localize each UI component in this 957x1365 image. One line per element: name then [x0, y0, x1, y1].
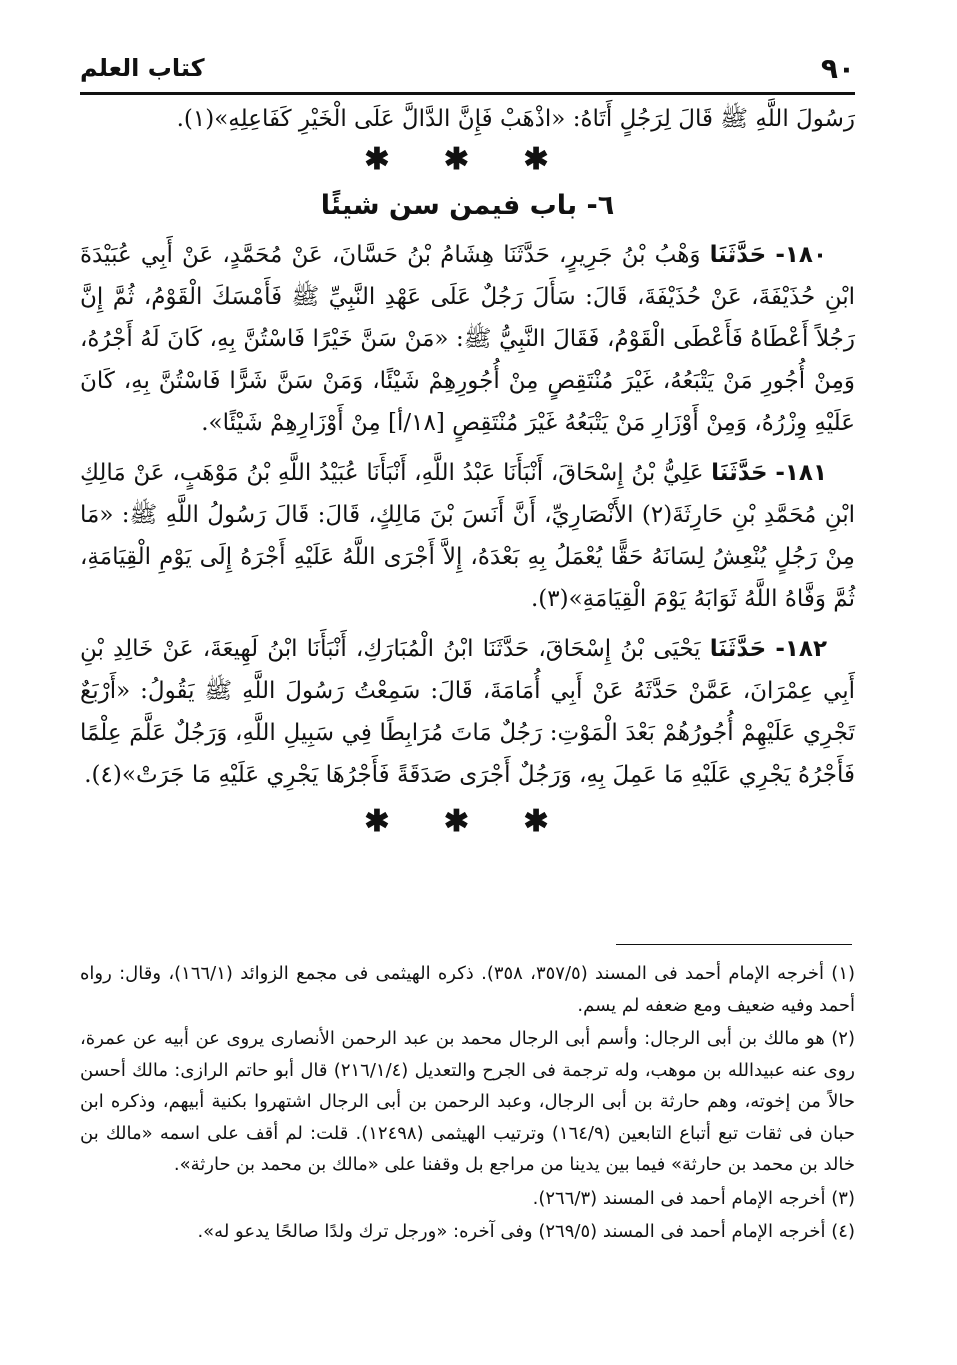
- separator-stars-bottom: ✱ ✱ ✱: [364, 804, 571, 839]
- hadith-lead: حَدَّثَنَا: [709, 242, 767, 268]
- hadith-180: [80, 234, 855, 444]
- book-title: كتاب العلم: [80, 54, 205, 82]
- footnote-2: (٢) هو مالك بن أبى الرجال: وأسم أبى الرجال محمد بن عبد الرحمن الأنصارى يروى عن أبيه عن عمرة، روى عنه عبيدالله بن موهب، وله ترجمة فى الجرح والتعديل (٢١٦/١/٤) قال أبو حاتم الرازى: مالك أحسن حالاً من إخوته، وهم حارثة بن أبى الرجال، وعبد الرحمن بن أبى الرجال اشتهروا بكنية أبيهم، وذكره ابن حبان فى ثقات تبع أتباع التابعين (١٦٤/٩) وترتيب الهيثمى (١٢٤٩٨). قلت: لم أقف على اسمه «مالك بن خالد بن محمد بن حارثة» فيما بين يدينا من مراجع بل وقفنا على «مالك بن محمد بن حارثة».: [80, 1028, 855, 1175]
- hadith-number: ١٨١-: [775, 460, 827, 486]
- intro-paragraph: رَسُولَ اللَّهِ ﷺ قَالَ لِرَجُلٍ أَتَاهُ: «اذْهَبْ فَإِنَّ الدَّالَّ عَلَى الْخَيْرِ كَفَاعِلِهِ»(١).: [176, 106, 855, 132]
- footnote-3: (٣) أخرجه الإمام أحمد فى المسند (٢٦٦/٣).: [532, 1187, 855, 1209]
- running-header: [80, 52, 855, 88]
- footnote-1: (١) أخرجه الإمام أحمد فى المسند (٣٥٧/٥، ٣٥٨). ذكره الهيثمى فى مجمع الزوائد (١٦٦/١)، وقال: رواه أحمد وفيه ضعيف ومع ضعفه لم يسم.: [80, 963, 856, 1016]
- hadith-181: [80, 452, 855, 620]
- hadith-182: [80, 628, 855, 796]
- hadith-lead: حَدَّثَنَا: [711, 460, 768, 486]
- main-text: [80, 98, 855, 846]
- header-rule: [80, 92, 855, 95]
- page-number: ٩٠: [820, 52, 855, 85]
- footnote-4: (٤) أخرجه الإمام أحمد فى المسند (٢٦٩/٥) وفى آخره: «ورجل ترك ولدًا صالحًا يدعو له».: [197, 1221, 855, 1242]
- hadith-lead: حَدَّثَنَا: [709, 636, 767, 662]
- footnote-rule: [616, 944, 852, 945]
- chapter-heading: ٦- باب فيمن سن شيئًا: [320, 190, 615, 221]
- hadith-number: ١٨٢-: [775, 636, 828, 662]
- separator-stars-top: ✱ ✱ ✱: [364, 142, 571, 177]
- footnotes: [80, 958, 855, 1250]
- hadith-text: عَلِيُّ بْنُ إِسْحَاقَ، أَنْبَأَنَا عَبْدُ اللَّهِ، أَنْبَأَنَا عُبَيْدُ اللَّهِ بْنُ مَوْهَبٍ، عَنْ مَالِكِ ابْنِ مُحَمَّدِ بْنِ حَارِثَةَ(٢) الأَنْصَارِيِّ، أَنَّ أَنَسَ بْنَ مَالِكٍ، قَالَ: قَالَ رَسُولُ اللَّهِ ﷺ: «مَا مِنْ رَجُلٍ يُنْعِشُ لِسَانَهُ حَقًّا يُعْمَلُ بِهِ بَعْدَهُ، إِلاَّ أَجْرَى اللَّهُ عَلَيْهِ أَجْرَهُ إِلَى يَوْمِ الْقِيَامَةِ، ثُمَّ وَفَّاهُ اللَّهُ ثَوَابَهُ يَوْمَ الْقِيَامَةِ»(٣).: [80, 460, 855, 612]
- hadith-number: ١٨٠-: [775, 242, 827, 268]
- hadith-text: يَحْيَى بْنُ إِسْحَاقَ، حَدَّثَنَا ابْنُ الْمُبَارَكِ، أَنْبَأَنَا ابْنُ لَهِيعَةَ، عَنْ خَالِدِ بْنِ أَبِي عِمْرَانَ، عَمَّنْ حَدَّثَهُ عَنْ أَبِي أُمَامَةَ، قَالَ: سَمِعْتُ رَسُولَ اللَّهِ ﷺ يَقُولُ: «أَرْبَعٌ تَجْرِي عَلَيْهِمْ أُجُورُهُمْ بَعْدَ الْمَوْتِ: رَجُلٌ مَاتَ مُرَابِطًا فِي سَبِيلِ اللَّهِ، وَرَجُلٌ عَلَّمَ عِلْمًا فَأَجْرُهُ يَجْرِي عَلَيْهِ مَا عَمِلَ بِهِ، وَرَجُلٌ أَجْرَى صَدَقَةً فَأَجْرُهَا يَجْرِي عَلَيْهِ مَا جَرَتْ»(٤).: [80, 636, 855, 788]
- hadith-text: وَهْبُ بْنُ جَرِيرٍ، حَدَّثَنَا هِشَامُ بْنُ حَسَّانَ، عَنْ مُحَمَّدٍ، عَنْ أَبِي عُبَيْدَةَ ابْنِ حُذَيْفَةَ، عَنْ حُذَيْفَةَ، قَالَ: سَأَلَ رَجُلٌ عَلَى عَهْدِ النَّبِيِّ ﷺ فَأَمْسَكَ الْقَوْمُ، ثُمَّ إِنَّ رَجُلاً أَعْطَاهُ فَأَعْطَى الْقَوْمُ، فَقَالَ النَّبِيُّ ﷺ: «مَنْ سَنَّ خَيْرًا فَاسْتُنَّ بِهِ، كَانَ لَهُ أَجْرُهُ، وَمِنْ أُجُورِ مَنْ يَتْبَعُهُ، غَيْرَ مُنْتَقِصٍ مِنْ أُجُورِهِمْ شَيْئًا، وَمَنْ سَنَّ شَرًّا فَاسْتُنَّ بِهِ، كَانَ عَلَيْهِ وِزْرُهُ، وَمِنْ أَوْزَارِ مَنْ يَتْبَعُهُ غَيْرَ مُنْتَقِصٍ [١٨/أ] مِنْ أَوْزَارِهِمْ شَيْئًا».: [80, 242, 855, 436]
